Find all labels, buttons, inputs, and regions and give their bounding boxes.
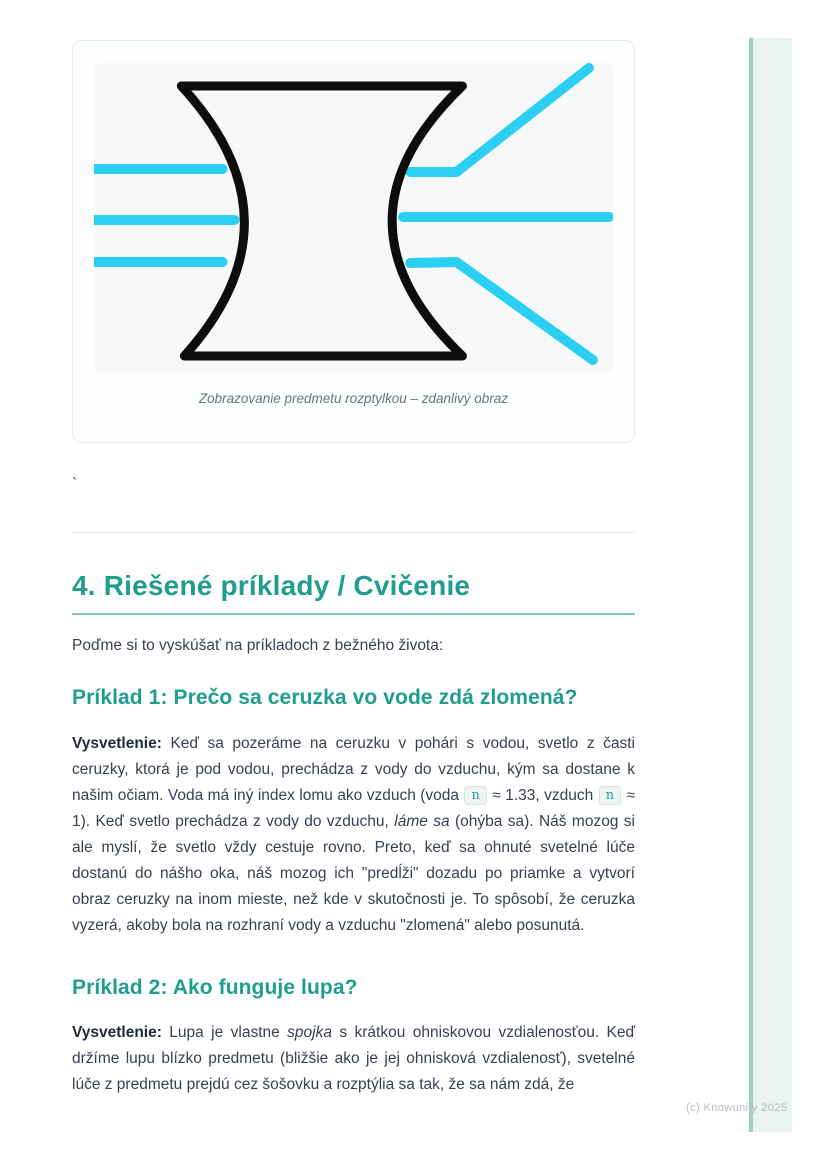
example2-label: Vysvetlenie: [72,1024,162,1041]
example2-italic-term: spojka [287,1024,332,1041]
example1-paragraph [72,731,635,939]
example1-text-2: ≈ 1.33, vzduch [492,787,594,804]
example1-title: Príklad 1: Prečo sa ceruzka vo vode zdá zlomená? [72,686,578,709]
diverging-ray-bottom [410,262,593,360]
stray-backtick: ` [72,476,78,493]
refractive-index-chip: n [464,786,486,805]
example1-text-4: (ohýba sa). Náš mozog si ale myslí, že svetlo vždy cestuje rovno. Preto, keď sa ohnuté svetelné lúče dostanú do nášho oka, náš mozog ich "predĺži" dozadu po priamke a vytvorí obraz ceruzky na inom mieste, než kde v skutočnosti je. To spôsobí, že ceruzka vyzerá, akoby bola na rozhraní vody a vzduchu "zlomená" alebo posunutá. [72,813,635,934]
figure-caption: Zobrazovanie predmetu rozptylkou – zdanlivý obraz [198,391,509,406]
lens-ray-svg [94,63,613,373]
example1-text-3: ≈ 1). Keď svetlo prechádza z vody do vzduchu, [72,787,636,830]
example2-paragraph [72,1020,635,1098]
example2-title: Príklad 2: Ako funguje lupa? [72,976,358,999]
lens-figure-card [72,40,635,443]
section-heading: 4. Riešené príklady / Cvičenie [72,569,635,615]
right-rail [749,38,792,1132]
example1-text-1: Keď sa pozeráme na ceruzku v pohári s vodou, svetlo z časti ceruzky, ktorá je pod vodou, prechádza z vody do vzduchu, kým sa dostane k našim očiam. Voda má iný index lomu ako vzduch (voda [72,735,636,804]
section-divider [72,532,635,533]
example1-italic-term: láme sa [394,813,450,830]
copyright-watermark: (c) Knowunity 2025 [686,1102,788,1114]
intro-text: Poďme si to vyskúšať na príkladoch z bežného života: [72,637,444,654]
diverging-lens-diagram [94,63,613,373]
example2-text-1: Lupa je vlastne [169,1024,280,1041]
example2-text-2: s krátkou ohniskovou vzdialenosťou. Keď držíme lupu blízko predmetu (bližšie ako je jej ohnisková vzdialenosť), svetelné lúče z predmetu prejdú cez šošovku a rozptýlia sa tak, že sa nám zdá, že [72,1024,636,1093]
refractive-index-chip: n [599,786,621,805]
example1-label: Vysvetlenie: [72,735,162,752]
document-content [72,0,635,1098]
